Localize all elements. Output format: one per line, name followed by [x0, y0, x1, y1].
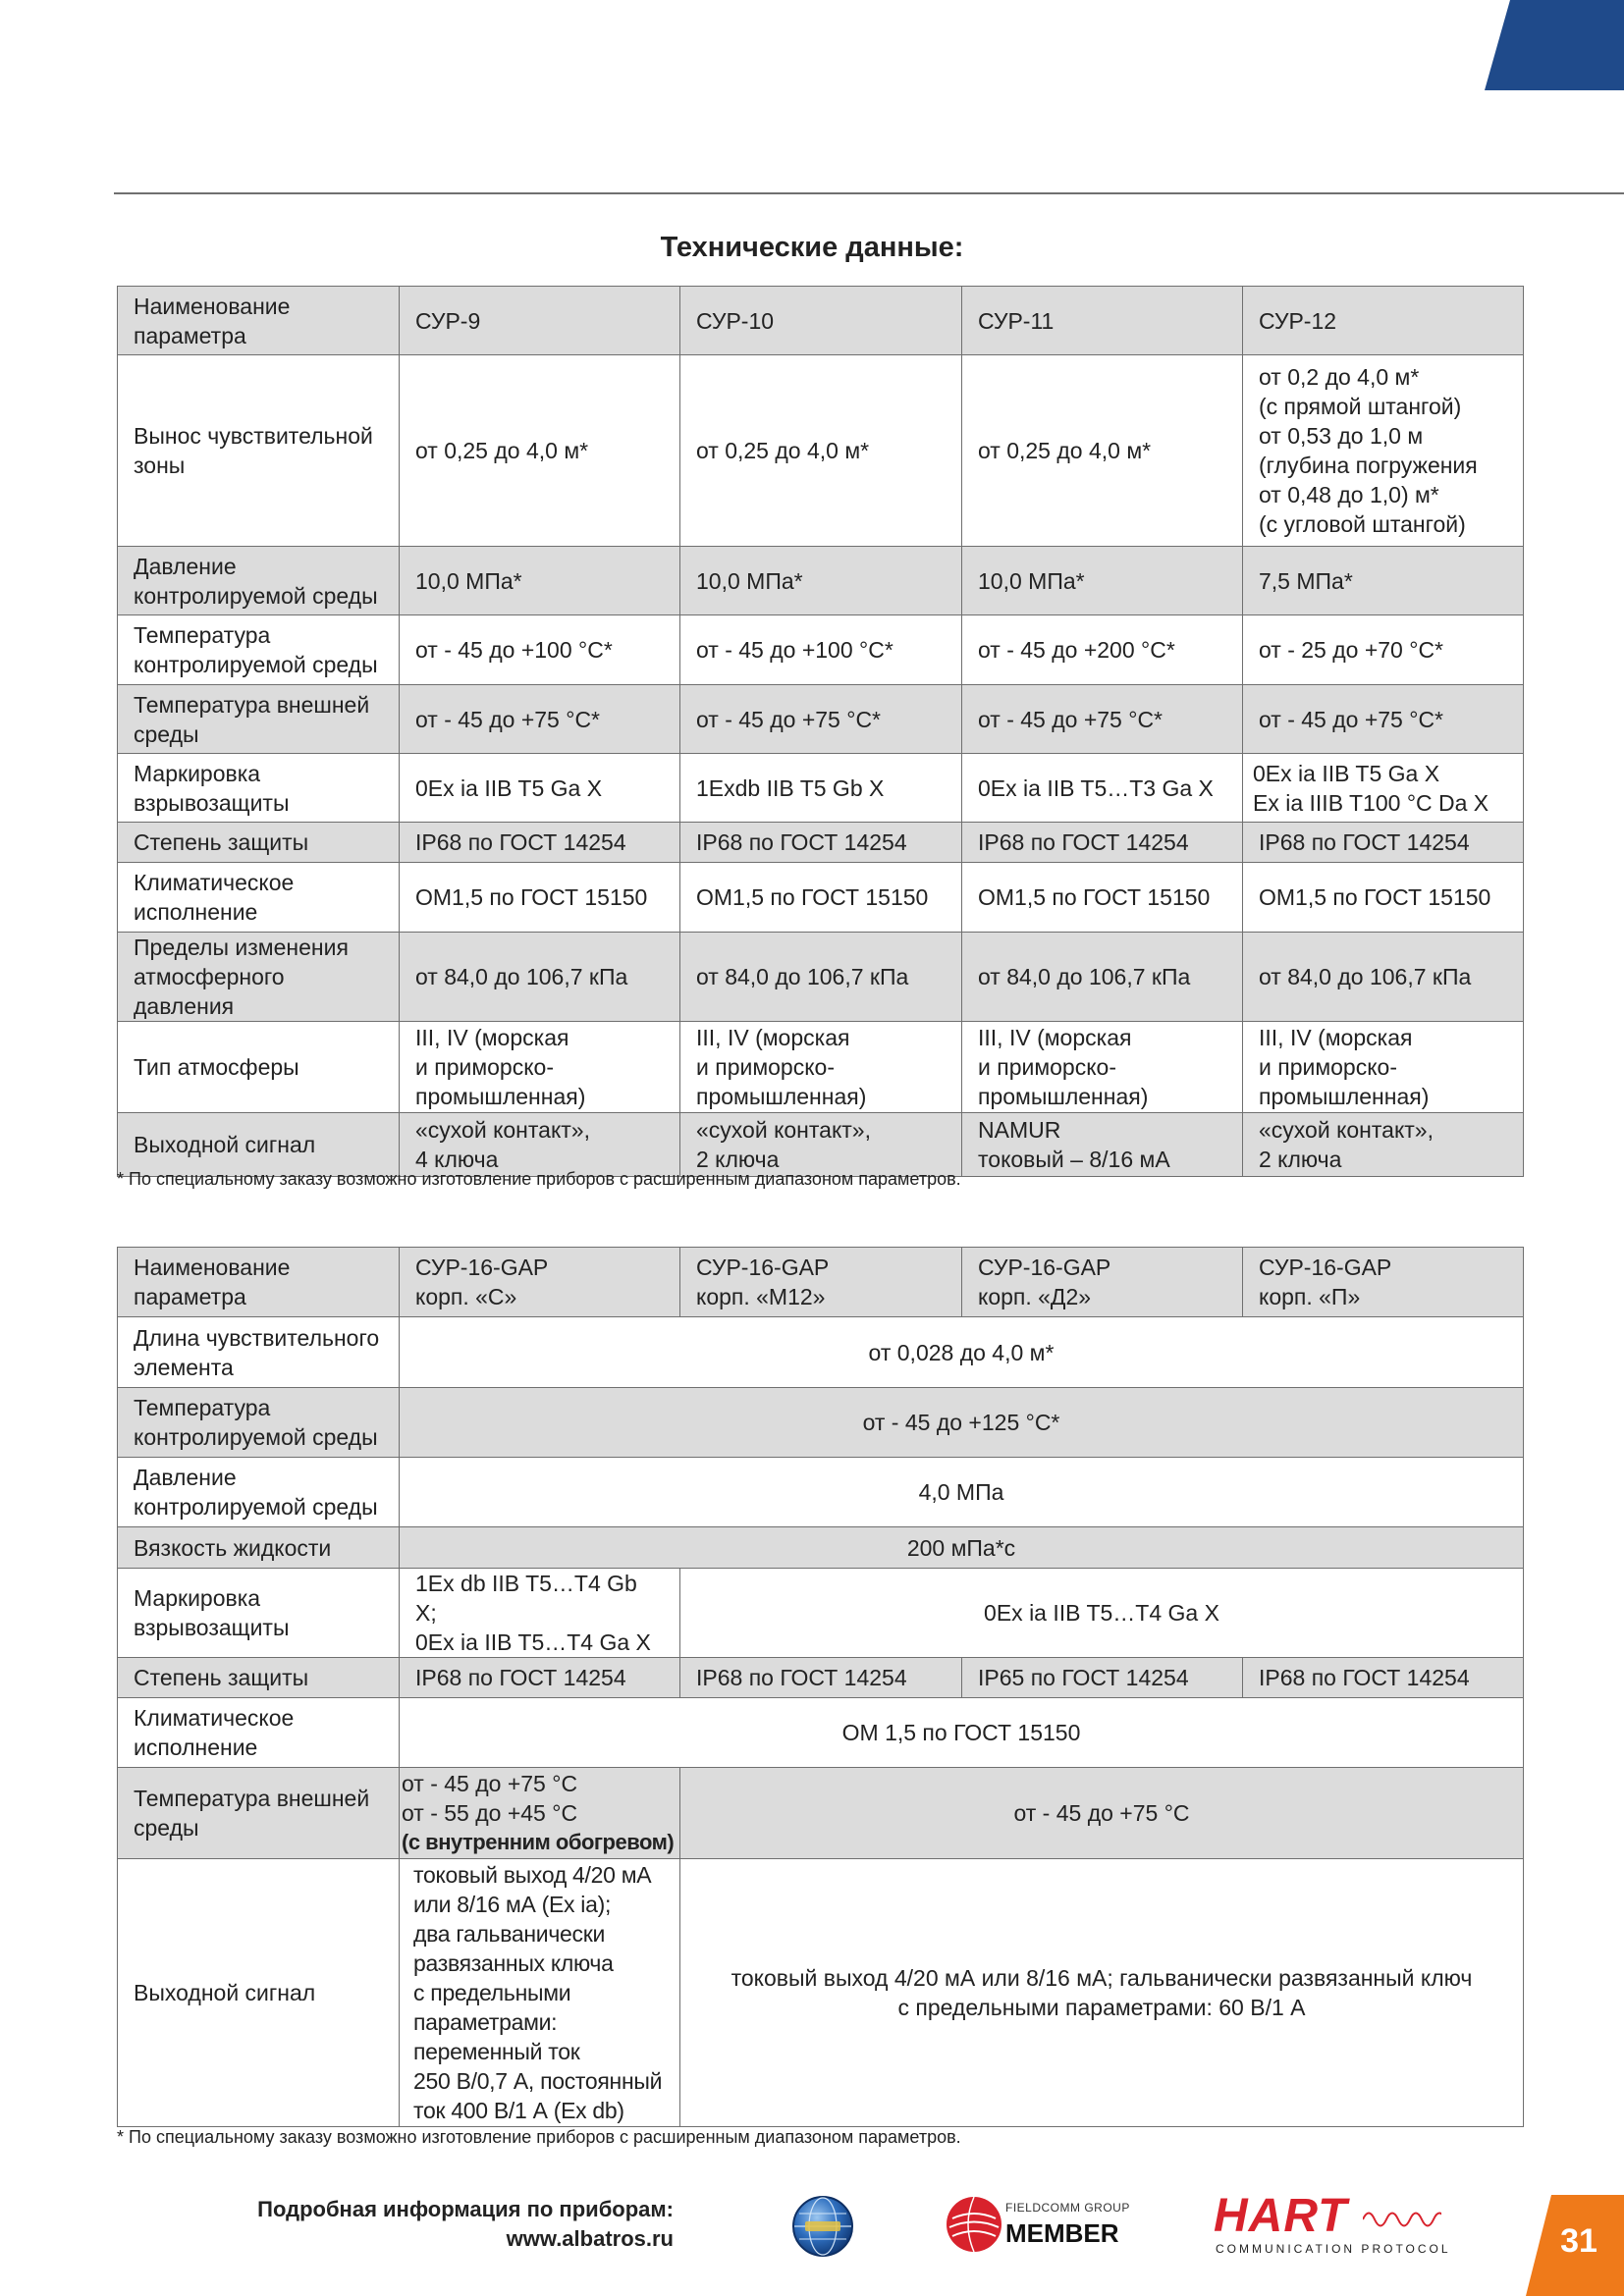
table-row: [118, 1658, 1524, 1698]
cell-value: от 84,0 до 106,7 кПа: [1243, 933, 1524, 1022]
cell-value: 10,0 МПа*: [400, 547, 680, 615]
cell-value: 10,0 МПа*: [680, 547, 962, 615]
table-row: [118, 933, 1524, 1022]
header-cell: СУР-16-GAP корп. «П»: [1243, 1248, 1524, 1317]
header-cell: СУР-12: [1243, 287, 1524, 355]
header-cell: СУР-16-GAP корп. «С»: [400, 1248, 680, 1317]
cell-value: 4,0 МПа: [400, 1458, 1524, 1527]
cell-value: 0Ex ia IIB T5…T3 Ga X: [962, 754, 1243, 823]
table-row: [118, 355, 1524, 547]
header-cell: СУР-16-GAP корп. «Д2»: [962, 1248, 1243, 1317]
row-label: Климатическое исполнение: [118, 863, 400, 933]
table-row: [118, 1859, 1524, 2127]
cell-value: от 0,25 до 4,0 м*: [400, 355, 680, 547]
more-info-block: [196, 2195, 674, 2254]
cell-value: от 0,25 до 4,0 м*: [962, 355, 1243, 547]
row-label: Тип атмосферы: [118, 1022, 400, 1113]
cell-value: III, IV (морская и приморско- промышленная): [680, 1022, 962, 1113]
cell-value: от - 45 до +200 °С*: [962, 615, 1243, 685]
table-row: [118, 547, 1524, 615]
cell-value: от 0,25 до 4,0 м*: [680, 355, 962, 547]
cell-value: 1Exdb IIB T5 Gb X: [680, 754, 962, 823]
corner-decoration: [1485, 0, 1624, 90]
cell-value: «сухой контакт», 2 ключа: [1243, 1113, 1524, 1177]
cell-value: 1Ex db IIB T5…T4 Gb X; 0Ex ia IIB T5…T4 Ga X: [400, 1569, 680, 1658]
cell-value: [400, 1768, 680, 1859]
table-row: [118, 1113, 1524, 1177]
cell-value: IP65 по ГОСТ 14254: [962, 1658, 1243, 1698]
cell-value: от 84,0 до 106,7 кПа: [680, 933, 962, 1022]
cell-value: IP68 по ГОСТ 14254: [680, 823, 962, 863]
cell-value: 0Ex ia IIB T5 Ga X Ex ia IIIB T100 °C Da X: [1243, 754, 1524, 823]
fieldcomm-globe-icon: [945, 2195, 1003, 2254]
header-cell: СУР-16-GAP корп. «М12»: [680, 1248, 962, 1317]
cell-value: токовый выход 4/20 мА или 8/16 мА; гальванически развязанный ключ с предельными параметрами: 60 В/1 А: [680, 1859, 1524, 2127]
specs-table-1: [117, 286, 1524, 1177]
cell-value: IP68 по ГОСТ 14254: [400, 823, 680, 863]
cell-value: от - 45 до +75 °С*: [962, 685, 1243, 754]
row-label: Маркировка взрывозащиты: [118, 754, 400, 823]
header-cell: СУР-10: [680, 287, 962, 355]
row-label: Степень защиты: [118, 1658, 400, 1698]
cell-value: III, IV (морская и приморско- промышленная): [400, 1022, 680, 1113]
row-label: Давление контролируемой среды: [118, 1458, 400, 1527]
header-rule: [114, 192, 1624, 194]
cell-value: «сухой контакт», 2 ключа: [680, 1113, 962, 1177]
cell-value: 10,0 МПа*: [962, 547, 1243, 615]
hart-logo: [1214, 2190, 1451, 2258]
table-header-row: [118, 1248, 1524, 1317]
table-row: [118, 1569, 1524, 1658]
row-label: Температура внешней среды: [118, 1768, 400, 1859]
cell-value: IP68 по ГОСТ 14254: [1243, 823, 1524, 863]
table-row: [118, 1458, 1524, 1527]
cell-value: ОМ1,5 по ГОСТ 15150: [1243, 863, 1524, 933]
hart-text: HART: [1214, 2190, 1348, 2242]
cell-value: от - 25 до +70 °С*: [1243, 615, 1524, 685]
table-row: [118, 823, 1524, 863]
website-link[interactable]: www.albatros.ru: [506, 2226, 674, 2251]
member-text: MEMBER: [1005, 2218, 1119, 2248]
footnote-1: * По специальному заказу возможно изготовление приборов с расширенным диапазоном параметров.: [117, 1169, 961, 1189]
table-row: [118, 754, 1524, 823]
table-row: [118, 1768, 1524, 1859]
cell-value: токовый выход 4/20 мА или 8/16 мА (Ex ia); два гальванически развязанных ключа с предельными параметрами: переменный ток 250 В/0,7 А, постоянный ток 400 В/1 А (Ex db): [400, 1859, 680, 2127]
signal-wave-icon: [1363, 2205, 1441, 2234]
row-label: Давление контролируемой среды: [118, 547, 400, 615]
cell-value: IP68 по ГОСТ 14254: [400, 1658, 680, 1698]
row-label: Климатическое исполнение: [118, 1698, 400, 1768]
table-row: [118, 685, 1524, 754]
fieldcomm-group-text: FIELDCOMM GROUP: [1005, 2201, 1130, 2215]
table-row: [118, 1317, 1524, 1388]
row-label: Выходной сигнал: [118, 1859, 400, 2127]
row-label: Вынос чувствительной зоны: [118, 355, 400, 547]
cell-value: от - 45 до +75 °С*: [680, 685, 962, 754]
row-label: Вязкость жидкости: [118, 1527, 400, 1569]
table-header-row: [118, 287, 1524, 355]
cell-value: 200 мПа*с: [400, 1527, 1524, 1569]
row-label: Температура контролируемой среды: [118, 615, 400, 685]
table-row: [118, 1698, 1524, 1768]
cell-value: III, IV (морская и приморско- промышленная): [962, 1022, 1243, 1113]
heating-note: (с внутренним обогревом): [402, 1830, 675, 1854]
globe-logo-icon: [791, 2195, 854, 2258]
row-label: Длина чувствительного элемента: [118, 1317, 400, 1388]
row-label: Маркировка взрывозащиты: [118, 1569, 400, 1658]
fieldcomm-logo: [945, 2195, 1131, 2258]
footnote-2: * По специальному заказу возможно изготовление приборов с расширенным диапазоном параметров.: [117, 2127, 961, 2147]
cell-value: 0Ex ia IIB T5…T4 Ga X: [680, 1569, 1524, 1658]
page-title: Технические данные:: [660, 232, 964, 263]
cell-value: III, IV (морская и приморско- промышленная): [1243, 1022, 1524, 1113]
cell-value: ОМ1,5 по ГОСТ 15150: [962, 863, 1243, 933]
cell-value: от 0,2 до 4,0 м* (с прямой штангой) от 0,53 до 1,0 м (глубина погружения от 0,48 до 1,0) м* (с угловой штангой): [1243, 355, 1524, 547]
table-row: [118, 1527, 1524, 1569]
table-row: [118, 1022, 1524, 1113]
cell-value: от - 45 до +100 °С*: [400, 615, 680, 685]
cell-value: IP68 по ГОСТ 14254: [1243, 1658, 1524, 1698]
cell-value: от 0,028 до 4,0 м*: [400, 1317, 1524, 1388]
page-number: 31: [1560, 2222, 1597, 2260]
header-cell: Наименование параметра: [118, 1248, 400, 1317]
ambient-temp-ranges: от - 45 до +75 °С от - 55 до +45 °С: [402, 1771, 578, 1826]
cell-value: от - 45 до +75 °С*: [1243, 685, 1524, 754]
table-row: [118, 1388, 1524, 1458]
header-cell: СУР-9: [400, 287, 680, 355]
row-label: Выходной сигнал: [118, 1113, 400, 1177]
cell-value: NAMUR токовый – 8/16 мА: [962, 1113, 1243, 1177]
table-row: [118, 615, 1524, 685]
table-row: [118, 863, 1524, 933]
cell-value: ОМ1,5 по ГОСТ 15150: [680, 863, 962, 933]
header-cell: СУР-11: [962, 287, 1243, 355]
cell-value: ОМ 1,5 по ГОСТ 15150: [400, 1698, 1524, 1768]
cell-value: 0Ex ia IIB T5 Ga X: [400, 754, 680, 823]
cell-value: от - 45 до +100 °С*: [680, 615, 962, 685]
row-label: Степень защиты: [118, 823, 400, 863]
cell-value: от - 45 до +125 °С*: [400, 1388, 1524, 1458]
row-label: Температура контролируемой среды: [118, 1388, 400, 1458]
row-label: Пределы изменения атмосферного давления: [118, 933, 400, 1022]
specs-table-2: [117, 1247, 1524, 2127]
cell-value: ОМ1,5 по ГОСТ 15150: [400, 863, 680, 933]
cell-value: от 84,0 до 106,7 кПа: [962, 933, 1243, 1022]
cell-value: от - 45 до +75 °С*: [400, 685, 680, 754]
cell-value: IP68 по ГОСТ 14254: [962, 823, 1243, 863]
cell-value: «сухой контакт», 4 ключа: [400, 1113, 680, 1177]
row-label: Температура внешней среды: [118, 685, 400, 754]
cell-value: от 84,0 до 106,7 кПа: [400, 933, 680, 1022]
more-info-label: Подробная информация по приборам:: [257, 2197, 674, 2221]
header-cell: Наименование параметра: [118, 287, 400, 355]
cell-value: IP68 по ГОСТ 14254: [680, 1658, 962, 1698]
cell-value: от - 45 до +75 °С: [680, 1768, 1524, 1859]
cell-value: 7,5 МПа*: [1243, 547, 1524, 615]
hart-subtitle: COMMUNICATION PROTOCOL: [1216, 2242, 1451, 2256]
